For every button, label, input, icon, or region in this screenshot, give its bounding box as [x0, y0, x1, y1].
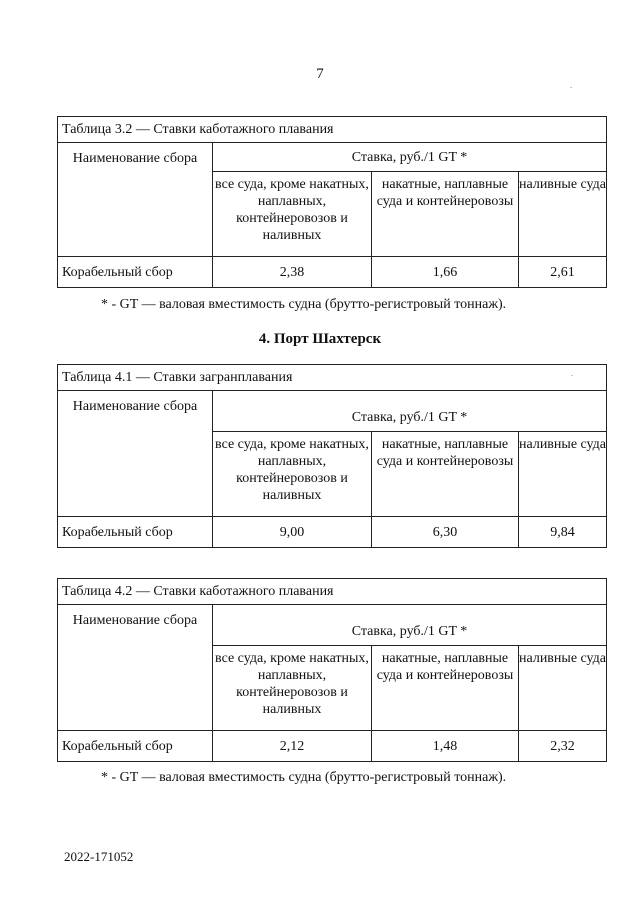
rate-header: Ставка, руб./1 GT *: [213, 605, 607, 646]
cell-value: 9,84: [519, 517, 607, 548]
rate-header: Ставка, руб./1 GT *: [213, 143, 607, 172]
section-title: 4. Порт Шахтерск: [258, 331, 382, 347]
cell-value: 2,12: [213, 731, 372, 762]
cell-value: 2,38: [213, 257, 372, 288]
column-header-tankers: наливные суда: [519, 432, 607, 517]
table-4-1: [57, 364, 607, 548]
fee-name-header: Наименование сбора: [58, 391, 213, 517]
row-label: Корабельный сбор: [58, 517, 213, 548]
cell-value: 6,30: [372, 517, 519, 548]
table-4-2: [57, 578, 607, 762]
column-header-tankers: наливные суда: [519, 172, 607, 257]
cell-value: 1,66: [372, 257, 519, 288]
cell-value: 2,61: [519, 257, 607, 288]
footnote: * - GT — валовая вместимость судна (брутто-регистровый тоннаж).: [101, 297, 507, 312]
column-header-all-vessels: все суда, кроме накатных, наплавных, контейнеровозов и наливных: [213, 646, 372, 731]
cell-value: 9,00: [213, 517, 372, 548]
cell-value: 1,48: [372, 731, 519, 762]
table-caption: Таблица 3.2 — Ставки каботажного плавания: [58, 117, 607, 143]
table-caption: Таблица 4.1 — Ставки загранплавания: [58, 365, 607, 391]
page-number: 7: [316, 66, 324, 82]
footnote: * - GT — валовая вместимость судна (брутто-регистровый тоннаж).: [101, 770, 507, 785]
document-number: 2022-171052: [64, 849, 134, 864]
fee-name-header: Наименование сбора: [58, 143, 213, 257]
column-header-ro-ro-container: накатные, наплавные суда и контейнеровозы: [372, 646, 519, 731]
column-header-all-vessels: все суда, кроме накатных, наплавных, контейнеровозов и наливных: [213, 432, 372, 517]
column-header-ro-ro-container: накатные, наплавные суда и контейнеровозы: [372, 432, 519, 517]
fee-name-header: Наименование сбора: [58, 605, 213, 731]
column-header-tankers: наливные суда: [519, 646, 607, 731]
scan-speck: .: [570, 80, 573, 90]
column-header-ro-ro-container: накатные, наплавные суда и контейнеровозы: [372, 172, 519, 257]
column-header-all-vessels: все суда, кроме накатных, наплавных, контейнеровозов и наливных: [213, 172, 372, 257]
table-caption: Таблица 4.2 — Ставки каботажного плавания: [58, 579, 607, 605]
rate-header: Ставка, руб./1 GT *: [213, 391, 607, 432]
table-3-2: [57, 116, 607, 288]
row-label: Корабельный сбор: [58, 257, 213, 288]
cell-value: 2,32: [519, 731, 607, 762]
row-label: Корабельный сбор: [58, 731, 213, 762]
scan-speck: .: [571, 368, 574, 378]
